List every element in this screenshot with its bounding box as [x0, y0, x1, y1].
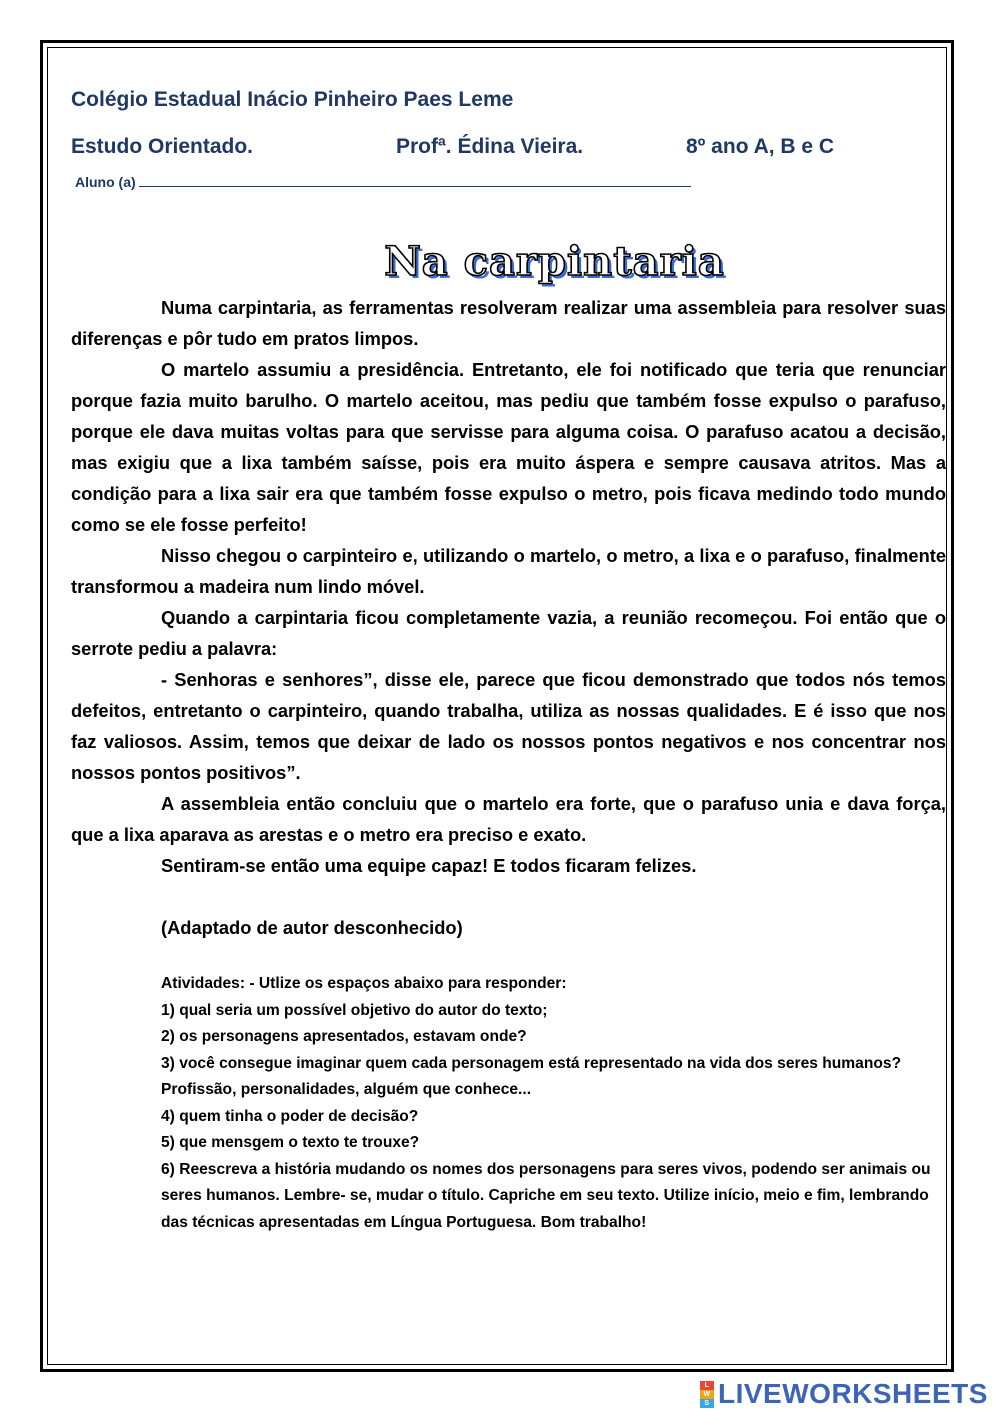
- activity-item: 4) quem tinha o poder de decisão?: [161, 1107, 419, 1125]
- story-paragraph: Nisso chegou o carpinteiro e, utilizando o martelo, o metro, a lixa e o parafuso, finalmente transformou a madeira num lindo móvel.: [71, 545, 946, 597]
- school-name: Colégio Estadual Inácio Pinheiro Paes Leme: [71, 88, 514, 111]
- activity-item: 1) qual seria um possível objetivo do autor do texto;: [161, 1001, 548, 1019]
- liveworksheets-logo-icon: L W S: [700, 1381, 714, 1408]
- header-row: [71, 130, 946, 164]
- brand-name: LIVEWORKSHEETS: [718, 1378, 988, 1409]
- student-name-field[interactable]: [139, 172, 691, 187]
- story-title: Na carpintaria: [384, 238, 725, 285]
- activity-item: 5) que mensgem o texto te trouxe?: [161, 1134, 420, 1151]
- source-credit: (Adaptado de autor desconhecido): [161, 917, 463, 938]
- subject-label: Estudo Orientado.: [71, 135, 254, 158]
- liveworksheets-brand[interactable]: [700, 1377, 988, 1411]
- teacher-label: Profª. Édina Vieira.: [396, 135, 584, 158]
- student-label: Aluno (a): [75, 174, 136, 190]
- grade-label: 8º ano A, B e C: [686, 135, 835, 158]
- activities-list: [161, 971, 941, 1236]
- activity-item: 6) Reescreva a história mudando os nomes dos personagens para seres vivos, podendo ser animais ou seres humanos. Lembre- se, mudar o título. Capriche em seu texto. Utilize início, meio e fim, lembrando das técnicas apresentadas em Língua Portuguesa. Bom trabalho!: [161, 1160, 931, 1231]
- story-text: [71, 292, 946, 881]
- story-paragraph: Quando a carpintaria ficou completamente vazia, a reunião recomeçou. Foi então que o serrote pediu a palavra:: [71, 607, 946, 659]
- story-paragraph: A assembleia então concluiu que o martelo era forte, que o parafuso unia e dava força, que a lixa aparava as arestas e o metro era preciso e exato.: [71, 793, 946, 845]
- activity-item: 3) você consegue imaginar quem cada personagem está representado na vida dos seres humanos? Profissão, personalidades, alguém que conhece...: [161, 1054, 902, 1098]
- story-paragraph: Sentiram-se então uma equipe capaz! E todos ficaram felizes.: [161, 855, 697, 876]
- story-paragraph: Numa carpintaria, as ferramentas resolveram realizar uma assembleia para resolver suas diferenças e pôr tudo em pratos limpos.: [71, 297, 946, 349]
- activity-item: 2) os personagens apresentados, estavam onde?: [161, 1028, 527, 1045]
- student-name-line: [75, 172, 946, 192]
- activities-intro: Atividades: - Utlize os espaços abaixo para responder:: [161, 975, 567, 992]
- worksheet-content: [71, 84, 946, 1236]
- story-paragraph: O martelo assumiu a presidência. Entretanto, ele foi notificado que teria que renunciar porque fazia muito barulho. O martelo aceitou, mas pediu que também fosse expulso o parafuso, porque ele dava muitas voltas para que servisse para alguma coisa. O parafuso acatou a decisão, mas exigiu que a lixa também saísse, pois era muito áspera e sempre causava atritos. Mas a condição para a lixa sair era que também fosse expulso o metro, pois ficava medindo todo mundo como se ele fosse perfeito!: [71, 359, 946, 535]
- story-paragraph: - Senhoras e senhores”, disse ele, parece que ficou demonstrado que todos nós temos defeitos, entretanto o carpinteiro, quando trabalha, utiliza as nossas qualidades. E é isso que nos faz valiosos. Assim, temos que deixar de lado os nossos pontos negativos e nos concentrar nos nossos pontos positivos”.: [71, 669, 946, 783]
